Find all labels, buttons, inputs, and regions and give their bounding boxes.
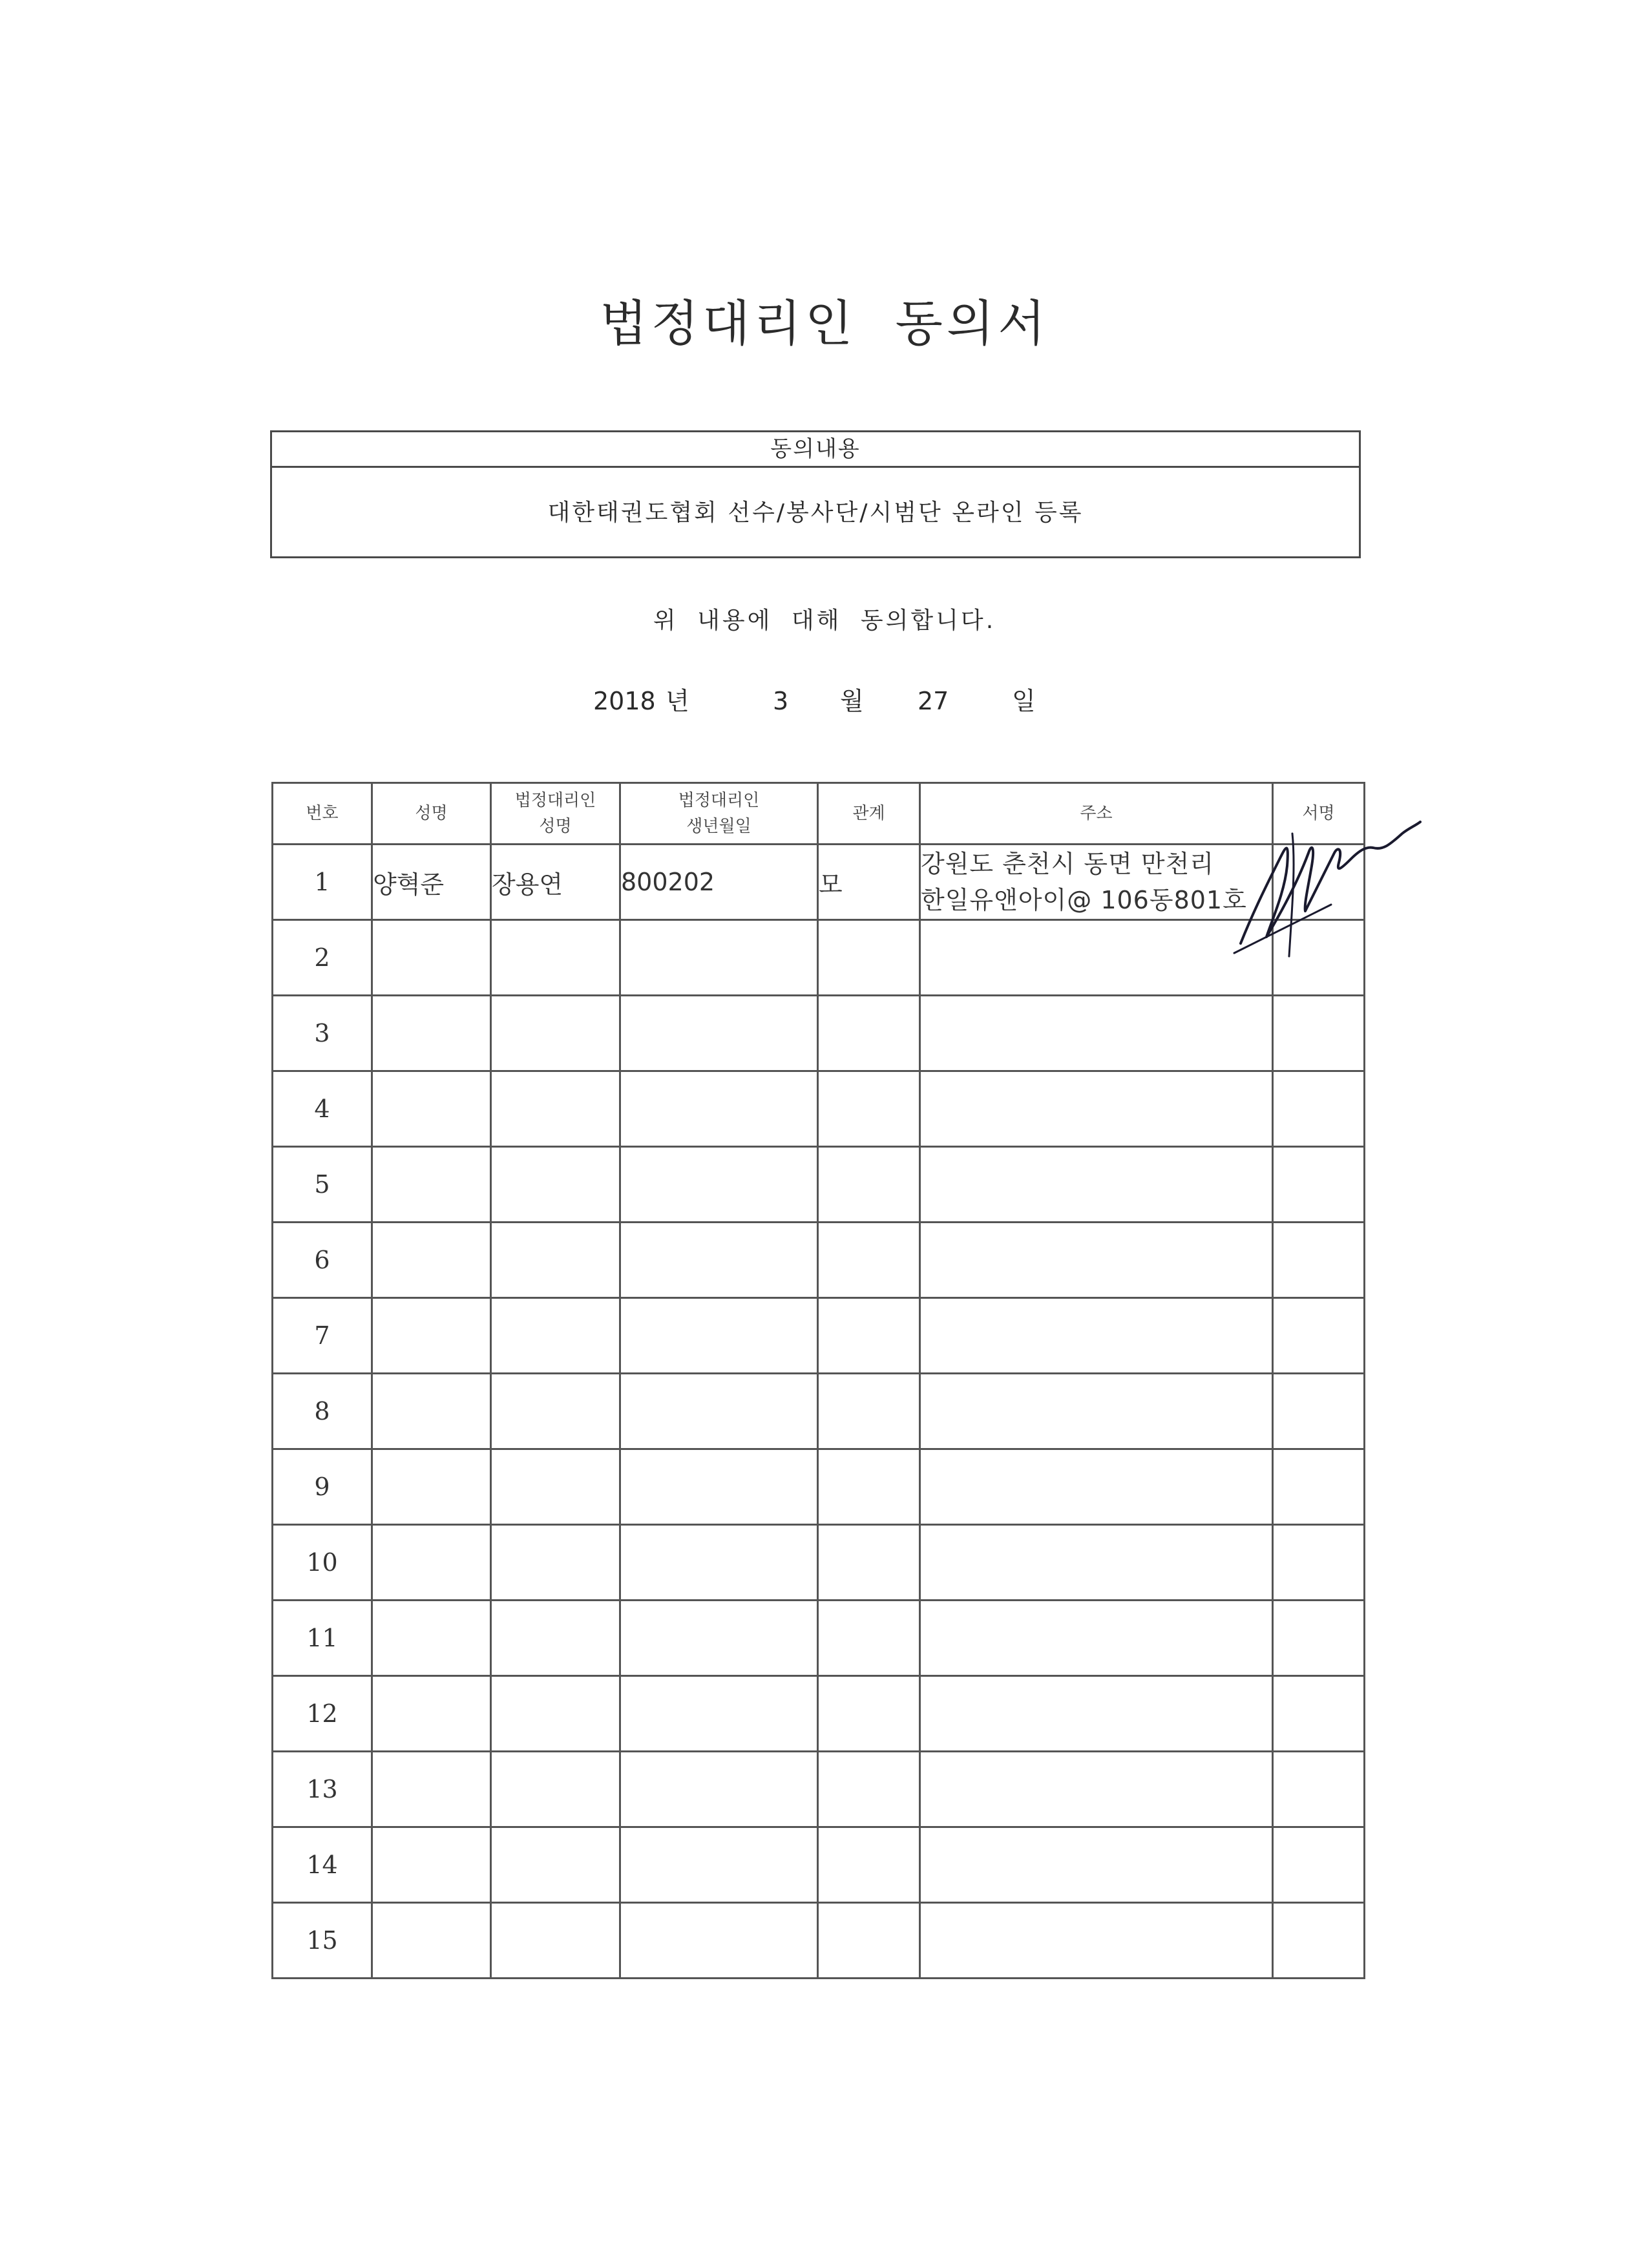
header-guardian-birth <box>620 783 818 845</box>
date-day: 27 <box>918 687 949 715</box>
document-title: 법정대리인 동의서 <box>600 295 1049 352</box>
row-signature <box>1273 1827 1365 1903</box>
row-address <box>920 1601 1273 1676</box>
row-guardian-birth <box>620 920 818 996</box>
row-address-line2: 한일유앤아이@ 106동801호 <box>921 886 1247 914</box>
table-row <box>273 1374 1365 1449</box>
row-guardian-birth <box>620 1601 818 1676</box>
row-guardian-birth <box>620 1449 818 1525</box>
row-relation <box>818 1827 920 1903</box>
consent-content: 대한태권도협회 선수/봉사단/시범단 온라인 등록 <box>547 499 1084 526</box>
row-signature <box>1273 1071 1365 1147</box>
row-relation <box>818 1071 920 1147</box>
row-number: 13 <box>273 1752 372 1827</box>
row-guardian-birth: 800202 <box>620 845 818 920</box>
row-guardian-name <box>491 920 620 996</box>
row-name <box>372 1223 491 1298</box>
row-guardian-name <box>491 1601 620 1676</box>
row-relation <box>818 1525 920 1601</box>
row-address <box>920 996 1273 1071</box>
row-address <box>920 1147 1273 1223</box>
row-signature <box>1273 1223 1365 1298</box>
row-guardian-name <box>491 1752 620 1827</box>
row-signature <box>1273 1903 1365 1979</box>
table-row <box>273 1147 1365 1223</box>
row-address <box>920 1374 1273 1449</box>
row-guardian-birth <box>620 1903 818 1979</box>
row-number: 11 <box>273 1601 372 1676</box>
header-guardian-birth-line2: 생년월일 <box>686 817 751 836</box>
row-guardian-name <box>491 1374 620 1449</box>
header-guardian-name-line1: 법정대리인 <box>514 791 596 810</box>
table-row <box>273 1903 1365 1979</box>
row-number: 9 <box>273 1449 372 1525</box>
table-row <box>273 1298 1365 1374</box>
row-guardian-name <box>491 1525 620 1601</box>
row-guardian-birth <box>620 1752 818 1827</box>
row-signature <box>1273 1676 1365 1752</box>
consent-header: 동의내용 <box>272 432 1359 468</box>
table-row <box>273 1525 1365 1601</box>
date-year-unit: 년 <box>666 687 689 715</box>
row-name <box>372 1903 491 1979</box>
table-row <box>273 1071 1365 1147</box>
row-relation <box>818 1449 920 1525</box>
row-signature <box>1273 996 1365 1071</box>
row-name <box>372 1298 491 1374</box>
header-number: 번호 <box>273 783 372 845</box>
handwritten-signature <box>1228 808 1422 963</box>
row-relation <box>818 920 920 996</box>
row-guardian-birth <box>620 1298 818 1374</box>
header-address: 주소 <box>920 783 1273 845</box>
row-number: 12 <box>273 1676 372 1752</box>
row-address <box>920 1525 1273 1601</box>
date-month: 3 <box>773 687 789 715</box>
row-name <box>372 1601 491 1676</box>
row-guardian-name <box>491 996 620 1071</box>
row-guardian-name <box>491 1071 620 1147</box>
row-name <box>372 1676 491 1752</box>
row-number: 14 <box>273 1827 372 1903</box>
row-relation <box>818 1903 920 1979</box>
row-number: 2 <box>273 920 372 996</box>
table-row <box>273 1827 1365 1903</box>
row-address <box>920 1223 1273 1298</box>
row-number: 15 <box>273 1903 372 1979</box>
row-guardian-name: 장용연 <box>491 845 620 920</box>
row-name <box>372 1374 491 1449</box>
row-guardian-birth <box>620 1676 818 1752</box>
row-relation <box>818 1147 920 1223</box>
row-relation <box>818 996 920 1071</box>
row-address-line1: 강원도 춘천시 동면 만천리 <box>921 850 1215 878</box>
table-row <box>273 1601 1365 1676</box>
row-relation <box>818 1223 920 1298</box>
row-guardian-birth <box>620 996 818 1071</box>
table-header-row <box>273 783 1365 845</box>
row-relation <box>818 1752 920 1827</box>
row-address <box>920 920 1273 996</box>
table-row <box>273 845 1365 920</box>
consent-box <box>270 430 1361 558</box>
row-guardian-birth <box>620 1827 818 1903</box>
header-guardian-name <box>491 783 620 845</box>
date-day-unit: 일 <box>1012 687 1036 715</box>
row-name <box>372 920 491 996</box>
row-address <box>920 1827 1273 1903</box>
header-relation: 관계 <box>818 783 920 845</box>
header-name: 성명 <box>372 783 491 845</box>
row-address <box>920 1903 1273 1979</box>
row-signature <box>1273 1298 1365 1374</box>
row-relation <box>818 1374 920 1449</box>
row-guardian-name <box>491 1903 620 1979</box>
row-signature <box>1273 1601 1365 1676</box>
row-number: 8 <box>273 1374 372 1449</box>
row-address <box>920 1449 1273 1525</box>
date-month-unit: 월 <box>840 687 864 715</box>
header-signature: 서명 <box>1273 783 1365 845</box>
row-number: 7 <box>273 1298 372 1374</box>
table-row <box>273 1223 1365 1298</box>
row-number: 1 <box>273 845 372 920</box>
row-guardian-birth <box>620 1525 818 1601</box>
header-guardian-name-line2: 성명 <box>539 817 572 836</box>
row-number: 10 <box>273 1525 372 1601</box>
date-line <box>0 685 1649 717</box>
row-relation: 모 <box>818 845 920 920</box>
table-row <box>273 996 1365 1071</box>
date-year: 2018 <box>593 687 656 715</box>
row-signature <box>1273 1147 1365 1223</box>
agreement-statement: 위 내용에 대해 동의합니다. <box>653 607 996 634</box>
row-name: 양혁준 <box>372 845 491 920</box>
row-address <box>920 1676 1273 1752</box>
row-guardian-birth <box>620 1147 818 1223</box>
row-name <box>372 1449 491 1525</box>
row-guardian-name <box>491 1827 620 1903</box>
table-row <box>273 1676 1365 1752</box>
row-number: 3 <box>273 996 372 1071</box>
row-guardian-birth <box>620 1223 818 1298</box>
row-guardian-name <box>491 1298 620 1374</box>
row-number: 5 <box>273 1147 372 1223</box>
row-guardian-name <box>491 1449 620 1525</box>
row-name <box>372 1071 491 1147</box>
row-name <box>372 1752 491 1827</box>
row-address <box>920 1071 1273 1147</box>
row-signature <box>1273 1752 1365 1827</box>
row-address <box>920 1298 1273 1374</box>
row-signature <box>1273 1525 1365 1601</box>
row-name <box>372 1525 491 1601</box>
row-name <box>372 1147 491 1223</box>
row-number: 4 <box>273 1071 372 1147</box>
row-relation <box>818 1676 920 1752</box>
row-relation <box>818 1601 920 1676</box>
row-guardian-birth <box>620 1071 818 1147</box>
row-guardian-name <box>491 1147 620 1223</box>
row-name <box>372 996 491 1071</box>
row-guardian-birth <box>620 1374 818 1449</box>
row-address <box>920 1752 1273 1827</box>
header-guardian-birth-line1: 법정대리인 <box>678 791 760 810</box>
table-body <box>273 845 1365 1979</box>
row-address <box>920 845 1273 920</box>
row-guardian-name <box>491 1223 620 1298</box>
guardian-roster-table <box>271 782 1365 1979</box>
row-signature <box>1273 1449 1365 1525</box>
row-guardian-name <box>491 1676 620 1752</box>
table-row <box>273 920 1365 996</box>
row-number: 6 <box>273 1223 372 1298</box>
row-relation <box>818 1298 920 1374</box>
row-name <box>372 1827 491 1903</box>
row-signature <box>1273 1374 1365 1449</box>
table-row <box>273 1449 1365 1525</box>
table-row <box>273 1752 1365 1827</box>
